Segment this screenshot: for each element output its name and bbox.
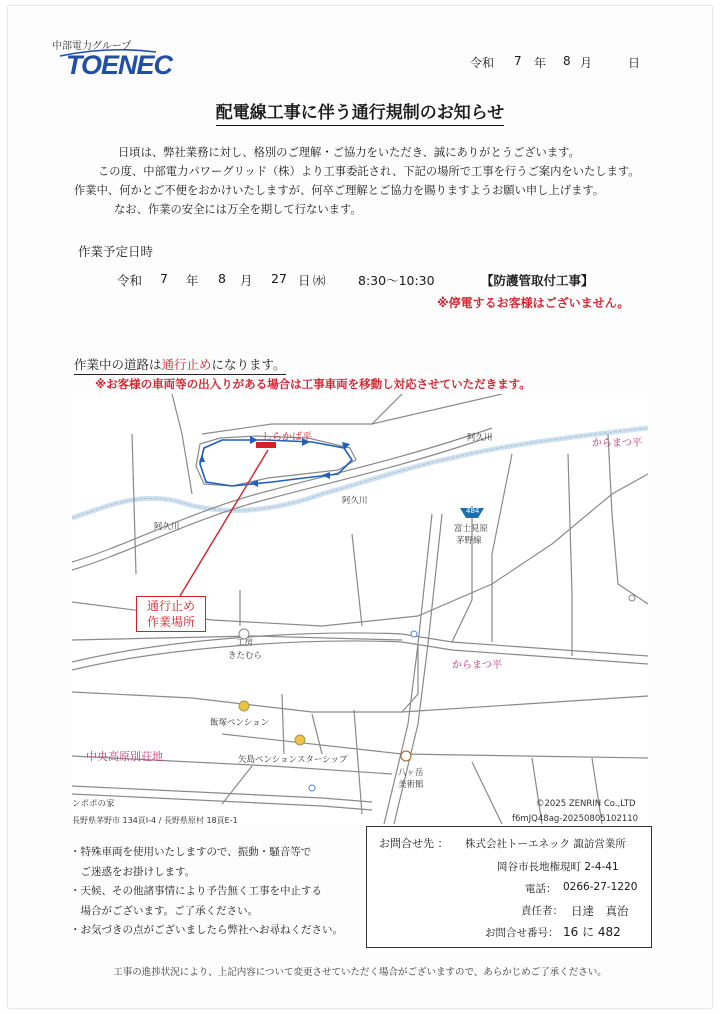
map-label-yatsugatake: 八ヶ岳 [398, 768, 424, 778]
map-label-river: 阿久川 [467, 433, 493, 443]
work-site-line2: 作業場所 [146, 615, 195, 629]
contact-box [366, 826, 652, 948]
map-label-river: 阿久川 [154, 522, 180, 532]
schedule-month-unit: 月 [240, 273, 253, 288]
map-label-iizuka: 飯塚ペンション [210, 718, 270, 728]
contact-phone[interactable]: 0266-27-1220 [563, 881, 638, 893]
road-closure-highlight: 通行止め [161, 357, 212, 372]
schedule-year-unit: 年 [186, 273, 199, 288]
outage-notice: ※停電するお客様はございません。 [437, 296, 630, 310]
note-line: ・天候、その他諸事情により予告無く工事を中止する [70, 885, 322, 897]
schedule-weekday: ㈬ [313, 273, 326, 288]
map-label-river: 阿久川 [342, 496, 368, 506]
notes-list [70, 843, 343, 941]
map-label-fujimi: 富士見原 [454, 524, 489, 534]
inquiry-label: お問合せ番号： [485, 927, 559, 939]
schedule-year: 7 [160, 271, 168, 286]
schedule-work-type: 【防護管取付工事】 [481, 273, 594, 288]
contact-phone-label: 電話： [525, 883, 557, 895]
work-site-line1: 通行止め [146, 599, 195, 613]
site-label: しらかば平 [262, 432, 312, 443]
note-line: ご迷惑をお掛けします。 [70, 865, 196, 878]
vehicle-access-notice: ※お客様の車両等の出入りがある場合は工事車両を移動し対応させていただきます。 [95, 377, 531, 391]
date-year-unit: 年 [534, 56, 547, 70]
schedule-era: 令和 [117, 273, 143, 288]
map-copyright: ©2025 ZENRIN Co.,LTD [536, 799, 636, 809]
page-title: 配電線工事に伴う通行規制のお知らせ [0, 98, 720, 123]
note-line: ・お気づきの点がございましたら弊社へお尋ねください。 [70, 924, 343, 936]
date-year: 7 [514, 54, 522, 68]
road-closure-notice: 作業中の道路は通行止めになります。 [74, 355, 286, 375]
schedule-day-unit: 日 [298, 273, 311, 288]
contact-manager: 日達 真治 [571, 904, 629, 918]
note-line: ・特殊車両を使用いたしますので、振動・騒音等で [70, 846, 312, 858]
schedule-label: 作業予定日時 [78, 244, 154, 259]
schedule-day: 27 [271, 271, 287, 286]
note-line: 場合がございます。ご了承ください。 [70, 904, 259, 917]
map-label-chuo-kogen: 中央高原別荘地 [86, 750, 163, 763]
contact-manager-label: 責任者： [521, 905, 563, 917]
group-name: 中部電力グループ [52, 41, 132, 52]
contact-company: 株式会社トーエネック 諏訪営業所 [465, 838, 626, 850]
inquiry-number: 16 に 482 [563, 925, 621, 939]
footer-disclaimer: 工事の進捗状況により、上記内容について変更させていただく場合がございますので、あらかじめご了承ください。 [113, 967, 607, 978]
map-label-karamatsu: からまつ平 [452, 660, 502, 671]
work-site-box [136, 596, 206, 632]
schedule-time: 8:30～10:30 [358, 273, 435, 288]
map-route-number: 484 [466, 507, 480, 515]
map-label-yajima: 矢島ペンションスターシップ [238, 755, 348, 765]
intro-line: 日頃は、弊社業務に対し、格別のご理解・ご協力をいただき、誠にありがとうございます。 [118, 146, 580, 159]
date-day-unit: 日 [628, 56, 641, 70]
intro-line: この度、中部電力パワーグリッド（株）より工事委託され、下記の場所で工事を行うご案内をいたします。 [98, 165, 640, 178]
contact-address: 岡谷市長地権現町 2-4-41 [497, 861, 619, 873]
date-month-unit: 月 [580, 56, 593, 70]
map-label-kitamura: きたむら [228, 651, 263, 661]
map-label-tanpopo: ンポポの家 [72, 799, 115, 809]
date-month: 8 [563, 54, 571, 68]
map-label-kobo: 工房 [236, 638, 254, 648]
intro-line: なお、作業の安全には万全を期して行ないます。 [114, 203, 362, 216]
map-code: f6mJQ48ag-20250805102110 [512, 814, 639, 824]
intro-text [74, 143, 640, 219]
map-label-karamatsu: からまつ平 [592, 438, 642, 449]
map-legend: 長野県茅野市 134頁I-4 / 長野県原村 18頁E-1 [72, 816, 238, 825]
contact-label: お問合せ先 ： [379, 837, 449, 850]
company-logo: TOENEC [66, 50, 173, 80]
date-era: 令和 [470, 56, 495, 70]
intro-line: 作業中、何かとご不便をおかけいたしますが、何卒ご理解とご協力を賜りますようお願い申し上げます。 [74, 184, 605, 197]
map-label-museum: 美術館 [398, 780, 424, 790]
schedule-month: 8 [218, 271, 226, 286]
map-label-chino-line: 茅野線 [456, 536, 482, 546]
